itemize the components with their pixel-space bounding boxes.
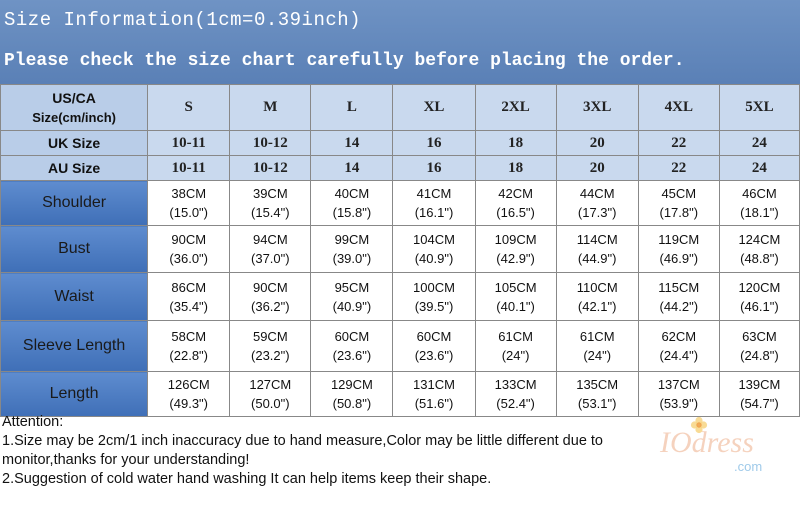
inch-value: (24") xyxy=(583,348,612,363)
measurement-cell xyxy=(556,181,638,226)
inch-value: (22.8") xyxy=(169,348,208,363)
uk-size-cell: 14 xyxy=(311,131,393,156)
measurement-cell xyxy=(393,181,475,226)
cm-value: 131CM xyxy=(413,377,455,392)
measurement-cell xyxy=(148,273,230,321)
cm-value: 120CM xyxy=(738,279,781,295)
inch-value: (18.1") xyxy=(740,205,779,220)
measurement-cell xyxy=(719,226,799,273)
inch-value: (40.9") xyxy=(414,251,454,266)
au-size-cell: 18 xyxy=(475,156,556,181)
measurement-cell xyxy=(475,181,556,226)
measurement-cell xyxy=(148,181,230,226)
size-chart-table xyxy=(0,84,800,417)
measurement-cell xyxy=(393,372,475,417)
size-header-cell: S xyxy=(148,85,230,131)
inch-value: (46.9") xyxy=(659,251,699,266)
us-size-label xyxy=(1,85,148,131)
attention-line: 2.Suggestion of cold water hand washing It can help items keep their shape. xyxy=(2,471,492,487)
inch-value: (24.8") xyxy=(740,348,779,363)
measurement-label: Bust xyxy=(1,226,148,273)
au-size-cell: 22 xyxy=(638,156,719,181)
measurement-cell xyxy=(475,321,556,372)
measurement-cell xyxy=(311,181,393,226)
cm-value: 40CM xyxy=(334,186,370,201)
cm-value: 129CM xyxy=(330,377,373,392)
cm-value: 39CM xyxy=(252,186,288,201)
measurement-cell xyxy=(311,273,393,321)
cm-value: 139CM xyxy=(738,377,781,392)
inch-value: (35.4") xyxy=(169,298,208,314)
inch-value: (24.4") xyxy=(659,348,699,363)
measurement-label: Length xyxy=(1,372,148,417)
inch-value: (15.4") xyxy=(251,205,290,220)
cm-value: 45CM xyxy=(661,186,697,201)
measurement-cell xyxy=(719,273,799,321)
size-header-cell: 5XL xyxy=(719,85,799,131)
inch-value: (44.2") xyxy=(659,298,699,314)
inch-value: (36.2") xyxy=(251,298,290,314)
size-header-cell: M xyxy=(230,85,311,131)
measurement-cell xyxy=(556,226,638,273)
au-size-cell: 10-12 xyxy=(230,156,311,181)
cm-value: 46CM xyxy=(742,186,777,201)
measurement-cell xyxy=(638,181,719,226)
cm-value: 135CM xyxy=(576,377,619,392)
cm-value: 100CM xyxy=(413,279,455,295)
measurement-row xyxy=(1,226,800,273)
cm-value: 62CM xyxy=(661,329,697,344)
measurement-cell xyxy=(393,321,475,372)
measurement-cell xyxy=(556,372,638,417)
inch-value: (44.9") xyxy=(577,251,617,266)
cm-value: 41CM xyxy=(416,186,452,201)
measurement-row xyxy=(1,181,800,226)
inch-value: (50.0") xyxy=(251,396,290,411)
inch-value: (39.0") xyxy=(332,251,372,266)
inch-value: (52.4") xyxy=(496,396,535,411)
inch-value: (23.2") xyxy=(251,348,290,363)
measurement-cell xyxy=(311,226,393,273)
size-header-cell: 3XL xyxy=(556,85,638,131)
us-label-line2: Size(cm/inch) xyxy=(32,109,116,125)
uk-size-cell: 24 xyxy=(719,131,799,156)
measurement-cell xyxy=(148,321,230,372)
measurement-cell xyxy=(230,226,311,273)
uk-size-cell: 10-11 xyxy=(148,131,230,156)
inch-value: (50.8") xyxy=(332,396,372,411)
measurement-cell xyxy=(230,181,311,226)
au-size-cell: 14 xyxy=(311,156,393,181)
measurement-cell xyxy=(475,273,556,321)
cm-value: 114CM xyxy=(576,232,618,247)
inch-value: (40.9") xyxy=(332,298,372,314)
cm-value: 60CM xyxy=(416,329,452,344)
inch-value: (23.6") xyxy=(332,348,372,363)
inch-value: (15.0") xyxy=(169,205,208,220)
size-header-cell: 2XL xyxy=(475,85,556,131)
cm-value: 137CM xyxy=(657,377,700,392)
inch-value: (42.1") xyxy=(577,298,617,314)
cm-value: 124CM xyxy=(738,232,781,247)
cm-value: 95CM xyxy=(334,279,370,295)
uk-size-cell: 10-12 xyxy=(230,131,311,156)
au-size-cell: 20 xyxy=(556,156,638,181)
brand-watermark xyxy=(660,424,780,484)
cm-value: 115CM xyxy=(658,279,700,295)
cm-value: 127CM xyxy=(249,377,292,392)
cm-value: 119CM xyxy=(658,232,700,247)
watermark-domain: .com xyxy=(734,459,763,474)
au-size-cell: 10-11 xyxy=(148,156,230,181)
measurement-label: Sleeve Length xyxy=(1,321,148,372)
inch-value: (17.8") xyxy=(659,205,699,220)
inch-value: (39.5") xyxy=(414,298,454,314)
measurement-cell xyxy=(148,372,230,417)
cm-value: 109CM xyxy=(494,232,537,247)
measurement-cell xyxy=(556,273,638,321)
attention-line: 1.Size may be 2cm/1 inch inaccuracy due to hand measure,Color may be little different due to xyxy=(2,433,603,449)
inch-value: (53.9") xyxy=(659,396,699,411)
inch-value: (24") xyxy=(501,348,530,363)
cm-value: 133CM xyxy=(494,377,537,392)
cm-value: 86CM xyxy=(171,279,207,295)
inch-value: (48.8") xyxy=(740,251,779,266)
page-title: Size Information(1cm=0.39inch) xyxy=(4,9,362,31)
cm-value: 105CM xyxy=(494,279,537,295)
cm-value: 90CM xyxy=(171,232,207,247)
measurement-row xyxy=(1,372,800,417)
inch-value: (54.7") xyxy=(740,396,779,411)
cm-value: 44CM xyxy=(579,186,615,201)
measurement-cell xyxy=(230,273,311,321)
inch-value: (36.0") xyxy=(169,251,208,266)
watermark-text: IOdress xyxy=(660,426,754,459)
measurement-cell xyxy=(230,372,311,417)
measurement-cell xyxy=(311,372,393,417)
measurement-rows xyxy=(1,181,800,417)
inch-value: (37.0") xyxy=(251,251,290,266)
measurement-row xyxy=(1,273,800,321)
measurement-cell xyxy=(475,226,556,273)
measurement-cell xyxy=(311,321,393,372)
size-header-cell: L xyxy=(311,85,393,131)
measurement-cell xyxy=(393,226,475,273)
au-size-label: AU Size xyxy=(1,156,148,181)
inch-value: (23.6") xyxy=(414,348,454,363)
inch-value: (46.1") xyxy=(740,298,779,314)
cm-value: 126CM xyxy=(167,377,210,392)
measurement-cell xyxy=(638,273,719,321)
measurement-cell xyxy=(719,321,799,372)
us-label-line1: US/CA xyxy=(52,89,96,106)
cm-value: 110CM xyxy=(576,279,618,295)
cm-value: 99CM xyxy=(334,232,370,247)
inch-value: (16.1") xyxy=(414,205,454,220)
cm-value: 90CM xyxy=(252,279,288,295)
au-size-cell: 24 xyxy=(719,156,799,181)
cm-value: 42CM xyxy=(498,186,533,201)
header-banner xyxy=(0,0,800,84)
uk-size-label: UK Size xyxy=(1,131,148,156)
inch-value: (40.1") xyxy=(496,298,535,314)
uk-size-cell: 16 xyxy=(393,131,475,156)
au-size-row xyxy=(1,156,800,181)
inch-value: (51.6") xyxy=(414,396,454,411)
cm-value: 104CM xyxy=(413,232,455,247)
us-size-row xyxy=(1,85,800,131)
uk-size-cell: 22 xyxy=(638,131,719,156)
measurement-cell xyxy=(638,321,719,372)
measurement-row xyxy=(1,321,800,372)
measurement-cell xyxy=(148,226,230,273)
measurement-cell xyxy=(393,273,475,321)
size-header-cell: 4XL xyxy=(638,85,719,131)
cm-value: 61CM xyxy=(498,329,533,344)
inch-value: (17.3") xyxy=(577,205,617,220)
measurement-cell xyxy=(719,372,799,417)
measurement-cell xyxy=(638,226,719,273)
cm-value: 59CM xyxy=(252,329,288,344)
cm-value: 38CM xyxy=(171,186,207,201)
uk-size-cell: 18 xyxy=(475,131,556,156)
cm-value: 60CM xyxy=(334,329,370,344)
uk-size-row xyxy=(1,131,800,156)
size-header-cell: XL xyxy=(393,85,475,131)
uk-size-cell: 20 xyxy=(556,131,638,156)
measurement-cell xyxy=(719,181,799,226)
measurement-cell xyxy=(230,321,311,372)
inch-value: (42.9") xyxy=(496,251,535,266)
inch-value: (49.3") xyxy=(169,396,208,411)
measurement-label: Waist xyxy=(1,273,148,321)
measurement-cell xyxy=(556,321,638,372)
cm-value: 58CM xyxy=(171,329,207,344)
attention-heading: Attention: xyxy=(2,414,64,430)
measurement-cell xyxy=(475,372,556,417)
cm-value: 63CM xyxy=(742,329,777,344)
inch-value: (15.8") xyxy=(332,205,372,220)
au-size-cell: 16 xyxy=(393,156,475,181)
page-subtitle: Please check the size chart carefully before placing the order. xyxy=(4,51,685,71)
measurement-cell xyxy=(638,372,719,417)
inch-value: (16.5") xyxy=(496,205,535,220)
attention-line: monitor,thanks for your understanding! xyxy=(2,452,250,468)
measurement-label: Shoulder xyxy=(1,181,148,226)
cm-value: 61CM xyxy=(579,329,615,344)
cm-value: 94CM xyxy=(252,232,288,247)
inch-value: (53.1") xyxy=(577,396,617,411)
